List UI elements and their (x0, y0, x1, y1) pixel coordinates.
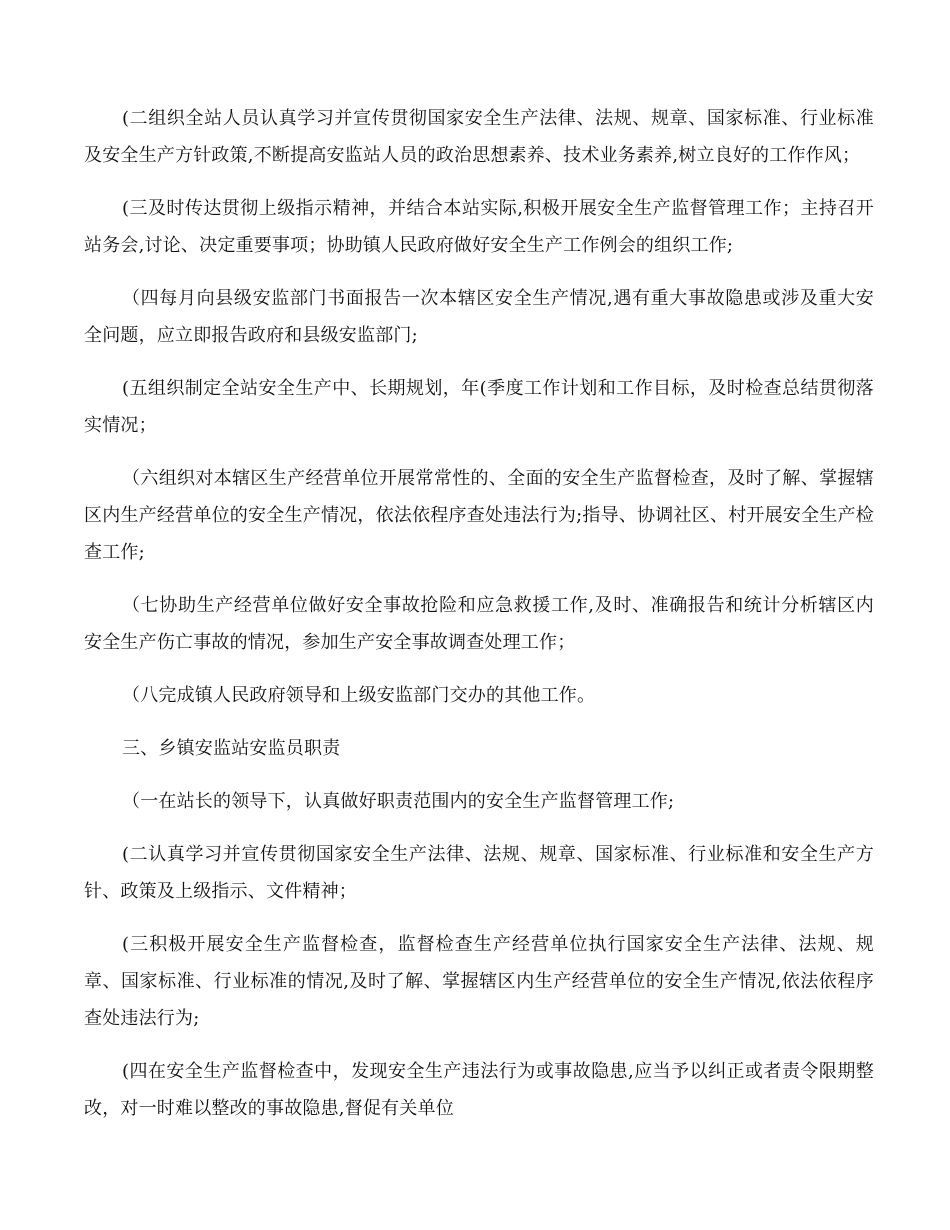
paragraph-4: (五组织制定全站安全生产中、长期规划，年(季度工作计划和工作目标，及时检查总结贯彻落实情况； (84, 378, 874, 436)
paragraph-1: (二组织全站人员认真学习并宣传贯彻国家安全生产法律、法规、规章、国家标准、行业标准及安全生产方针政策,不断提高安监站人员的政治思想素养、技术业务素养,树立良好的工作作风； (84, 108, 874, 166)
section-heading: 三、乡镇安监站安监员职责 (122, 738, 341, 759)
paragraph-7: （八完成镇人民政府领导和上级安监部门交办的其他工作。 (122, 685, 596, 706)
paragraph-2: (三及时传达贯彻上级指示精神，并结合本站实际,积极开展安全生产监督管理工作；主持召开站务会,讨论、决定重要事项；协助镇人民政府做好安全生产工作例会的组织工作; (84, 198, 874, 256)
paragraph-9: （一在站长的领导下，认真做好职责范围内的安全生产监督管理工作; (122, 791, 675, 812)
paragraph-6: （七协助生产经营单位做好安全事故抢险和应急救援工作,及时、准确报告和统计分析辖区内安全生产伤亡事故的情况，参加生产安全事故调查处理工作； (84, 595, 874, 653)
paragraph-11: (三积极开展安全生产监督检查，监督检查生产经营单位执行国家安全生产法律、法规、规章、国家标准、行业标准的情况,及时了解、掌握辖区内生产经营单位的安全生产情况,依法依程序查处违法行为; (84, 934, 874, 1029)
paragraph-5: （六组织对本辖区生产经营单位开展常常性的、全面的安全生产监督检查，及时了解、掌握辖区内生产经营单位的安全生产情况，依法依程序查处违法行为;指导、协调社区、村开展安全生产检查工作; (84, 468, 874, 563)
paragraph-3: （四每月向县级安监部门书面报告一次本辖区安全生产情况,遇有重大事故隐患或涉及重大安全问题，应立即报告政府和县级安监部门; (84, 288, 874, 346)
document-body (84, 100, 874, 1143)
paragraph-12: (四在安全生产监督检查中，发现安全生产违法行为或事故隐患,应当予以纠正或者责令限期整改，对一时难以整改的事故隐患,督促有关单位 (84, 1061, 874, 1119)
paragraph-10: (二认真学习并宣传贯彻国家安全生产法律、法规、规章、国家标准、行业标准和安全生产方针、政策及上级指示、文件精神； (84, 844, 874, 902)
